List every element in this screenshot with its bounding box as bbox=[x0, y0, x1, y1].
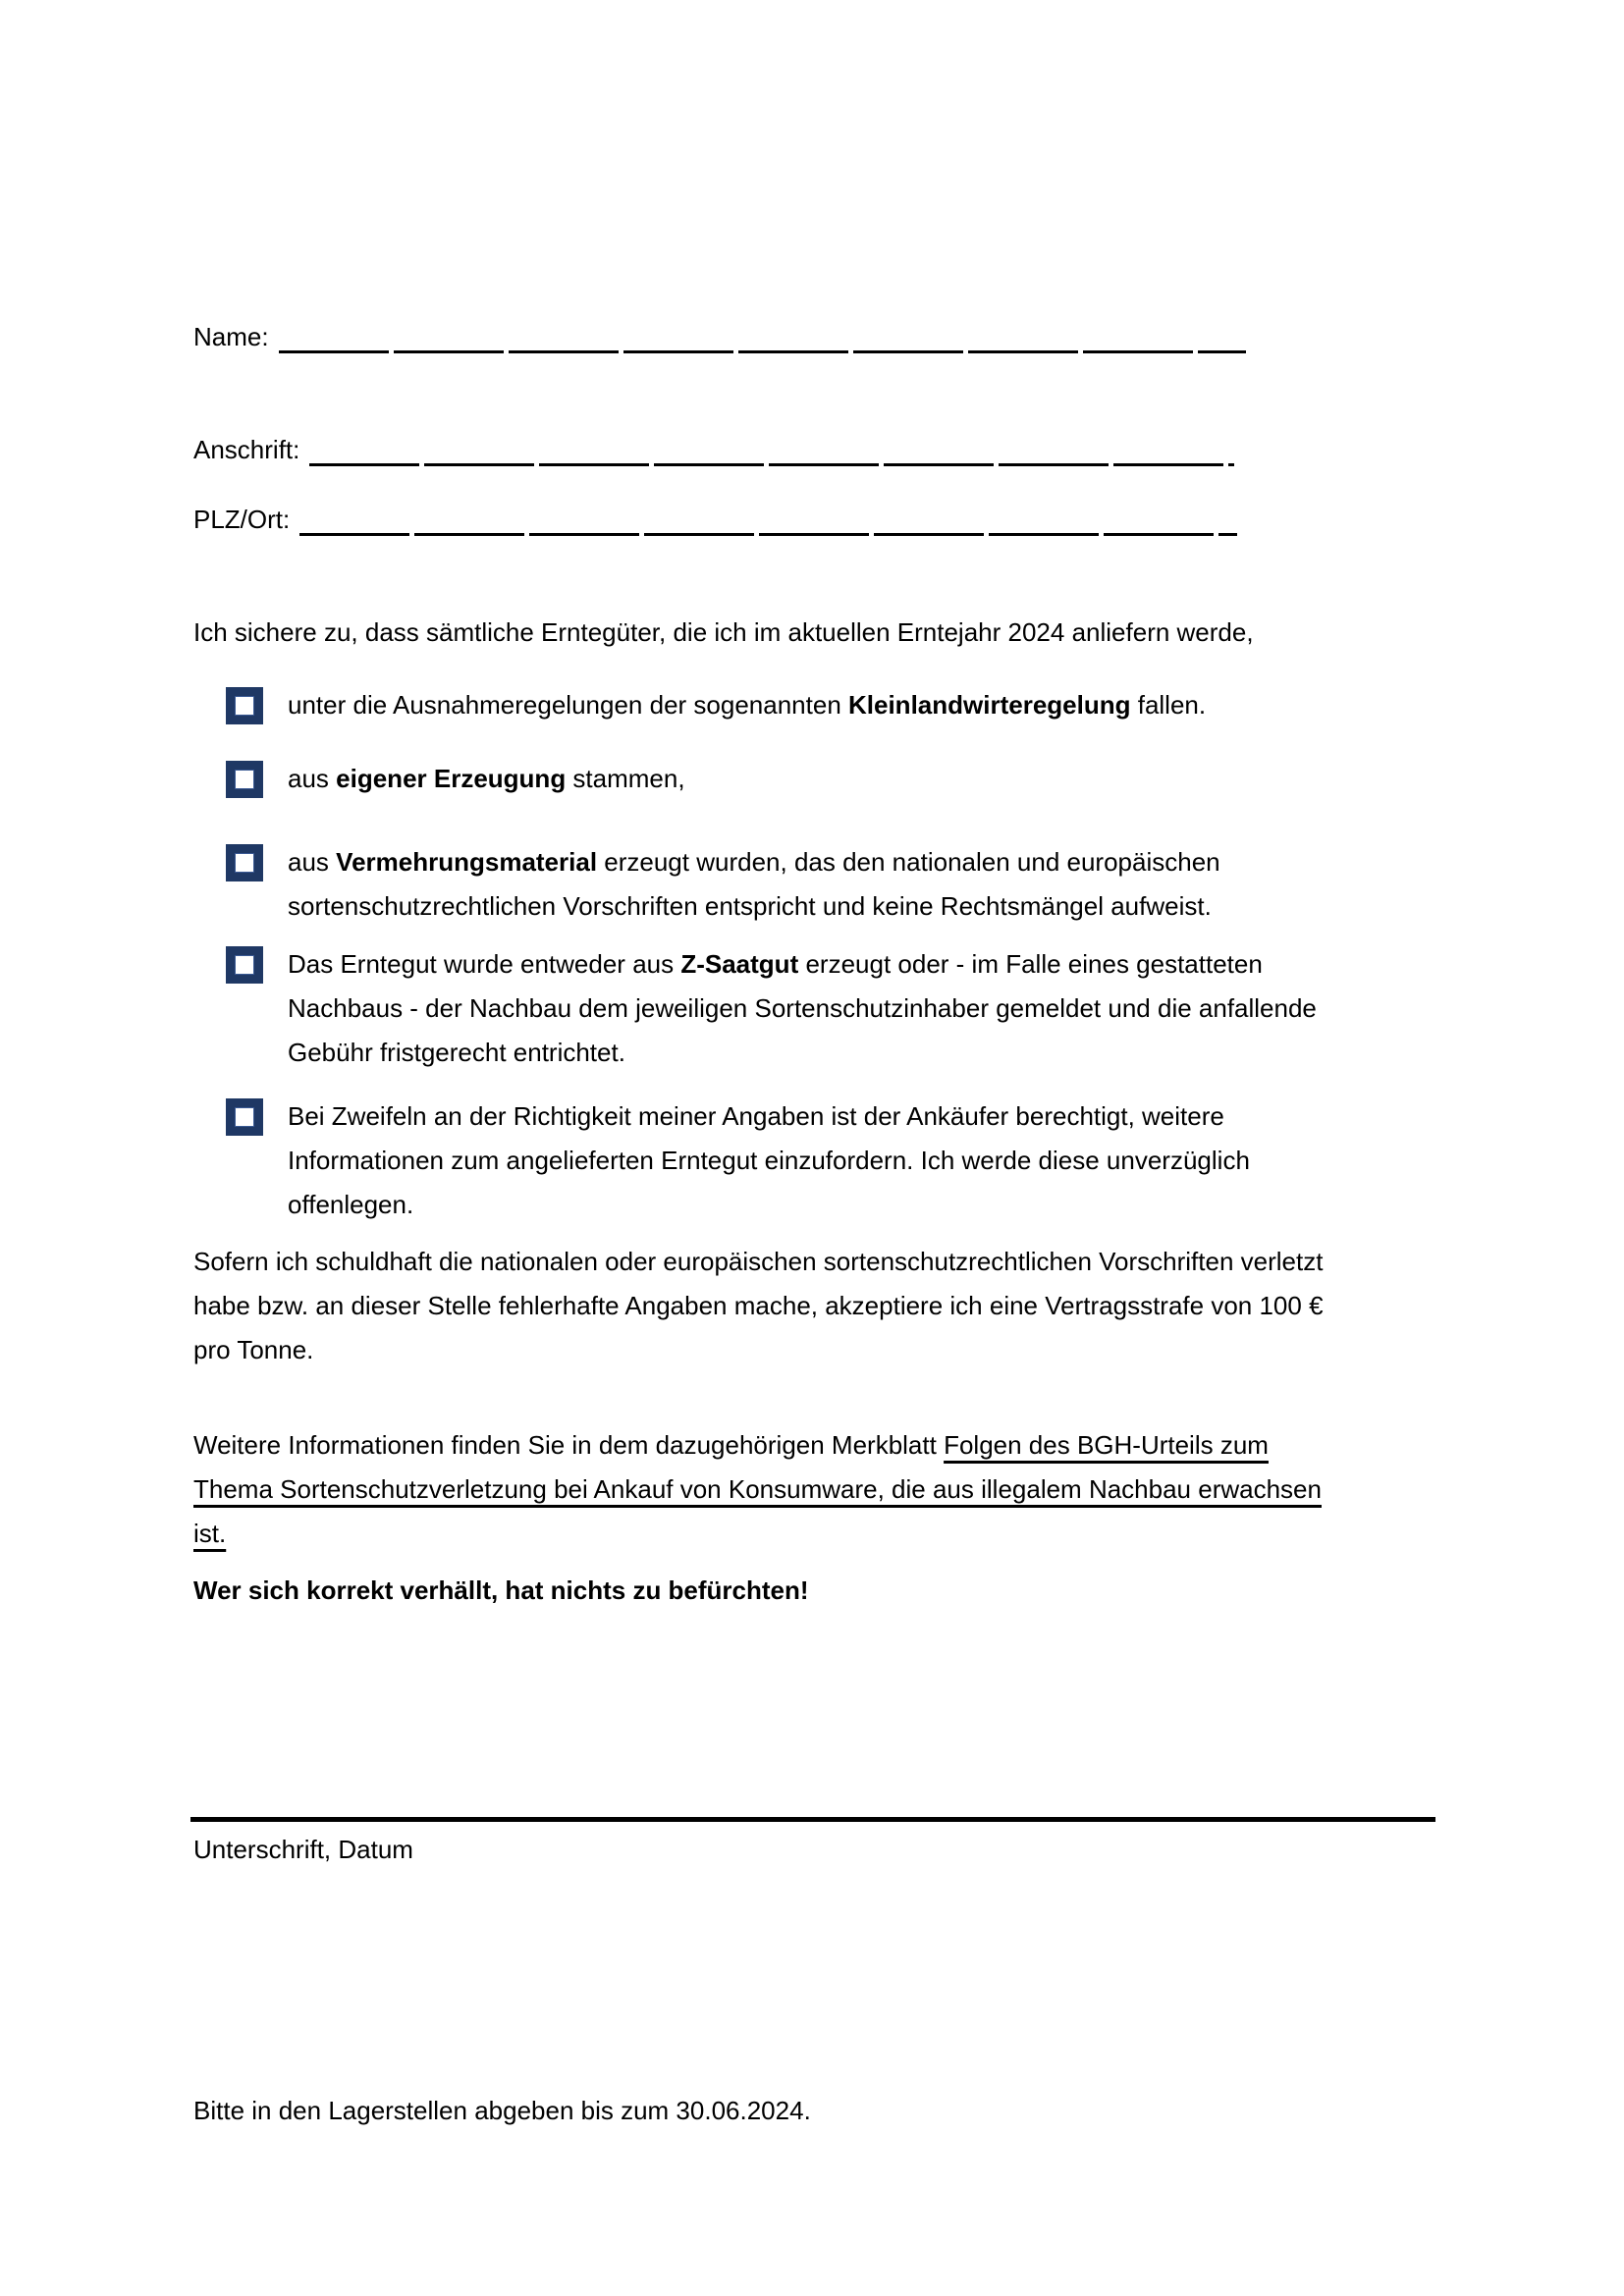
checklist-item-vermehrungsmaterial bbox=[226, 840, 1492, 929]
checkbox-vermehrungsmaterial[interactable] bbox=[226, 844, 263, 881]
checklist-item-offenlegung bbox=[226, 1095, 1492, 1227]
checklist-item-text: Bei Zweifeln an der Richtigkeit meiner Angaben ist der Ankäufer berechtigt, weitere Informationen zum angelieferten Erntegut einzufordern. Ich werde diese unverzüglich offenlegen. bbox=[288, 1101, 1250, 1219]
checklist-item-z-saatgut bbox=[226, 942, 1492, 1075]
checklist-item-kleinlandwirteregelung bbox=[226, 683, 1492, 727]
penalty-paragraph: Sofern ich schuldhaft die nationalen oder europäischen sortenschutzrechtlichen Vorschriften verletzt habe bzw. an dieser Stelle fehlerhafte Angaben mache, akzeptiere ich eine Vertragsstrafe von 100 € pro Tonne. bbox=[193, 1247, 1324, 1364]
plzort-field-row bbox=[193, 503, 1237, 536]
signature-line[interactable] bbox=[190, 1817, 1435, 1822]
name-field-row bbox=[193, 320, 1246, 353]
checkbox-z-saatgut[interactable] bbox=[226, 946, 263, 984]
anschrift-label: Anschrift: bbox=[193, 435, 300, 464]
anschrift-field-row bbox=[193, 433, 1234, 466]
signature-label: Unterschrift, Datum bbox=[193, 1835, 413, 1864]
warning-statement: Wer sich korrekt verhällt, hat nichts zu befürchten! bbox=[193, 1575, 809, 1605]
checklist-item-text: aus Vermehrungsmaterial erzeugt wurden, das den nationalen und europäischen sortenschutzrechtlichen Vorschriften entspricht und keine Rechtsmängel aufweist. bbox=[288, 847, 1220, 921]
checklist-item-text: Das Erntegut wurde entweder aus Z-Saatgut erzeugt oder - im Falle eines gestatteten Nachbaus - der Nachbau dem jeweiligen Sortenschutzinhaber gemeldet und die anfallende Gebühr fristgerecht entrichtet. bbox=[288, 949, 1317, 1067]
anschrift-fill-line[interactable] bbox=[309, 435, 1234, 466]
info-paragraph: Weitere Informationen finden Sie in dem dazugehörigen Merkblatt Folgen des BGH-Urteils zum Thema Sortenschutzverletzung bei Ankauf von Konsumware, die aus illegalem Nachbau erwachsen ist. bbox=[193, 1430, 1322, 1548]
checkbox-eigene-erzeugung[interactable] bbox=[226, 761, 263, 798]
intro-paragraph: Ich sichere zu, dass sämtliche Erntegüter, die ich im aktuellen Erntejahr 2024 anliefern werde, bbox=[193, 617, 1254, 647]
checklist-item-text: aus eigener Erzeugung stammen, bbox=[288, 764, 685, 793]
checklist-item-text: unter die Ausnahmeregelungen der sogenannten Kleinlandwirteregelung fallen. bbox=[288, 690, 1207, 720]
plzort-fill-line[interactable] bbox=[299, 505, 1237, 536]
name-label: Name: bbox=[193, 322, 269, 351]
plzort-label: PLZ/Ort: bbox=[193, 505, 291, 534]
checkbox-offenlegung[interactable] bbox=[226, 1098, 263, 1136]
footer-note: Bitte in den Lagerstellen abgeben bis zum 30.06.2024. bbox=[193, 2096, 811, 2125]
checklist-item-eigene-erzeugung bbox=[226, 757, 1492, 801]
checkbox-kleinlandwirteregelung[interactable] bbox=[226, 687, 263, 724]
name-fill-line[interactable] bbox=[279, 322, 1246, 353]
